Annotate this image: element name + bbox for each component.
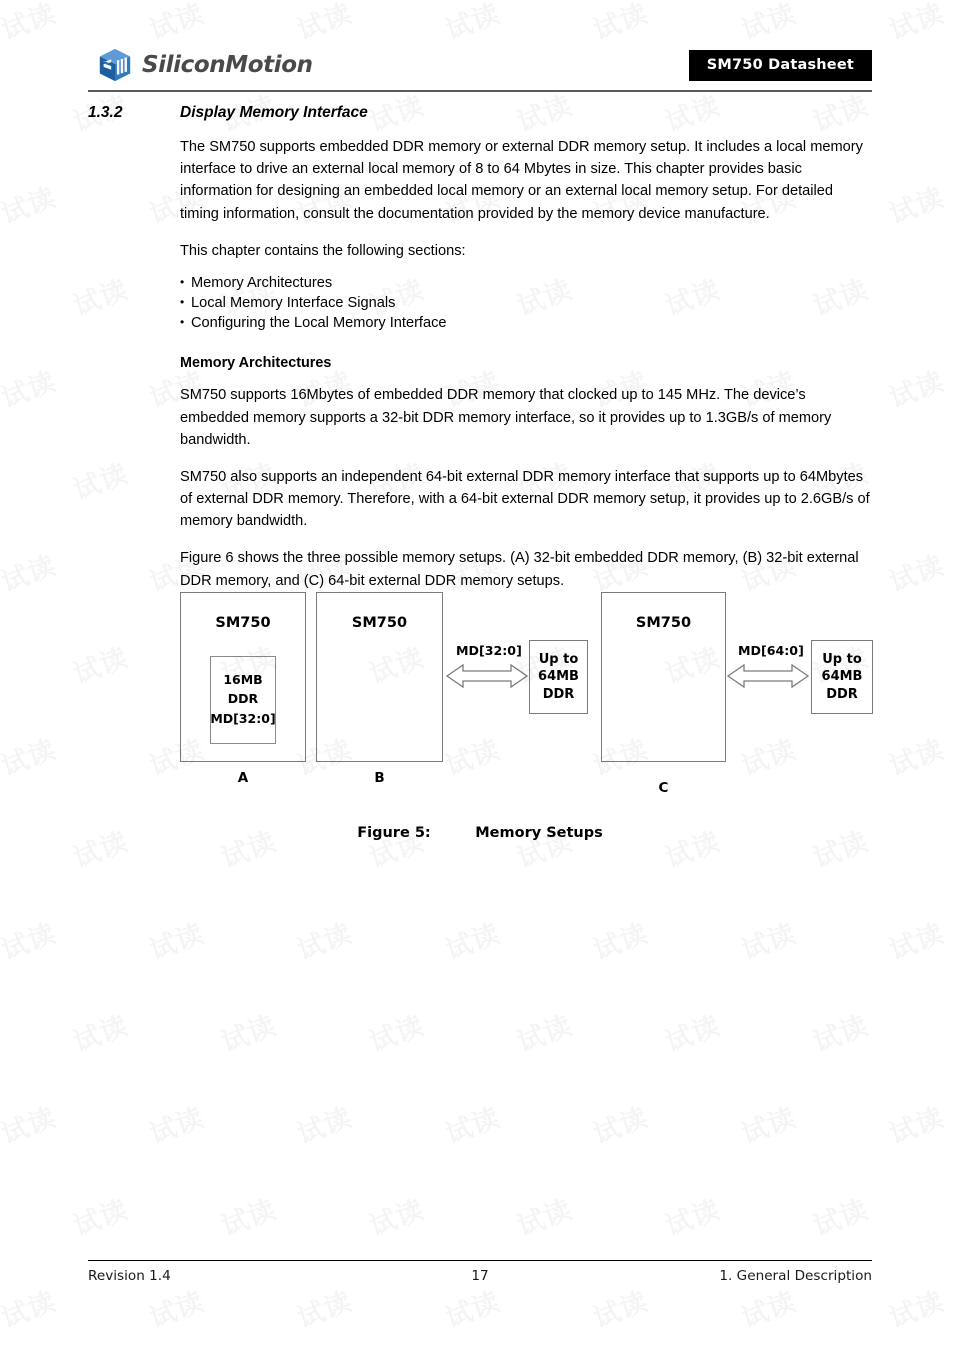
list-item: • Local Memory Interface Signals xyxy=(180,294,872,314)
footer-revision: Revision 1.4 xyxy=(88,1268,171,1284)
panel-c-external-memory-box xyxy=(811,640,873,714)
architecture-paragraph-1: SM750 supports 16Mbytes of embedded DDR memory that clocked up to 145 MHz. The device’s embedded memory supports a 32-bit DDR memory interface, so it provides up to 1.3GB/s of memory bandwidth. xyxy=(180,387,832,448)
panel-a-letter: A xyxy=(237,770,249,786)
memory-setups-diagram xyxy=(0,580,960,860)
panel-b-letter: B xyxy=(374,770,385,786)
panel-b-chip-label: SM750 xyxy=(351,615,408,631)
page-header xyxy=(88,40,872,90)
panel-b-memory-line-1: Up to xyxy=(538,651,579,667)
panel-c-chip-label: SM750 xyxy=(635,615,692,631)
footer-page-number: 17 xyxy=(471,1268,489,1284)
panel-a-bus-label: MD[32:0] xyxy=(210,711,276,727)
section-title: Display Memory Interface xyxy=(180,104,368,121)
panel-c-chip-box xyxy=(601,592,726,762)
panel-c-bus-label: MD[64:0] xyxy=(738,643,804,658)
intro-paragraph: The SM750 supports embedded DDR memory or external DDR memory setup. It includes a local memory interface to drive an external local memory of 8 to 64 Mbytes in size. This chapter provides basic information for designing an embedded local memory or an external local memory setup. For detailed timing information, consult the documentation provided by the memory device manufacture. xyxy=(180,139,863,222)
panel-b-chip-box xyxy=(316,592,443,762)
header-divider xyxy=(88,90,872,92)
architecture-paragraph-3: Figure 6 shows the three possible memory setups. (A) 32-bit embedded DDR memory, (B) 32-bit external DDR memory, and (C) 64-bit external DDR memory setups. xyxy=(180,550,859,589)
list-item: • Memory Architectures xyxy=(180,274,872,294)
section-body xyxy=(180,136,872,592)
brand-name: SiliconMotion xyxy=(142,52,313,78)
figure-caption-title: Memory Setups xyxy=(475,825,603,841)
page-footer xyxy=(88,1268,872,1284)
panel-c-letter: C xyxy=(658,780,669,796)
section-heading xyxy=(88,104,872,122)
panel-c-memory-line-1: Up to xyxy=(822,651,862,667)
panel-a-memory-line-2: DDR xyxy=(227,690,259,706)
panel-c-bidirectional-arrow-icon xyxy=(726,660,810,692)
document-title-badge: SM750 Datasheet xyxy=(689,50,872,81)
contains-paragraph: This chapter contains the following sections: xyxy=(180,242,466,259)
panel-b-bus-label: MD[32:0] xyxy=(456,643,522,658)
brand-logo xyxy=(96,46,313,84)
section-number: 1.3.2 xyxy=(88,104,123,121)
panel-b-bidirectional-arrow-icon xyxy=(445,660,529,692)
panel-b-external-memory-box xyxy=(529,640,588,714)
panel-a-chip-label: SM750 xyxy=(215,615,271,631)
footer-chapter: 1. General Description xyxy=(719,1268,872,1284)
list-item: • Configuring the Local Memory Interface xyxy=(180,314,872,334)
panel-a-memory-line-1: 16MB xyxy=(223,671,263,687)
section-list xyxy=(180,274,872,334)
footer-divider xyxy=(88,1260,872,1261)
page-content xyxy=(88,104,872,607)
figure-caption xyxy=(0,825,960,841)
panel-a-embedded-memory-box xyxy=(210,656,276,744)
panel-c-memory-line-2: 64MB xyxy=(821,669,863,685)
architecture-paragraph-2: SM750 also supports an independent 64-bit external DDR memory interface that supports up to 64Mbytes of external DDR memory. Therefore, with a 64-bit external DDR memory setup, it provides up to 2.6GB/s of memory bandwidth. xyxy=(180,468,870,530)
figure-caption-number: Figure 5: xyxy=(357,825,431,841)
panel-b-memory-line-2: 64MB xyxy=(538,669,579,685)
silicon-motion-cube-logo-icon xyxy=(96,46,134,84)
panel-b-memory-line-3: DDR xyxy=(542,686,575,702)
panel-c-memory-line-3: DDR xyxy=(826,686,858,702)
subheading-memory-architectures: Memory Architectures xyxy=(180,355,332,372)
